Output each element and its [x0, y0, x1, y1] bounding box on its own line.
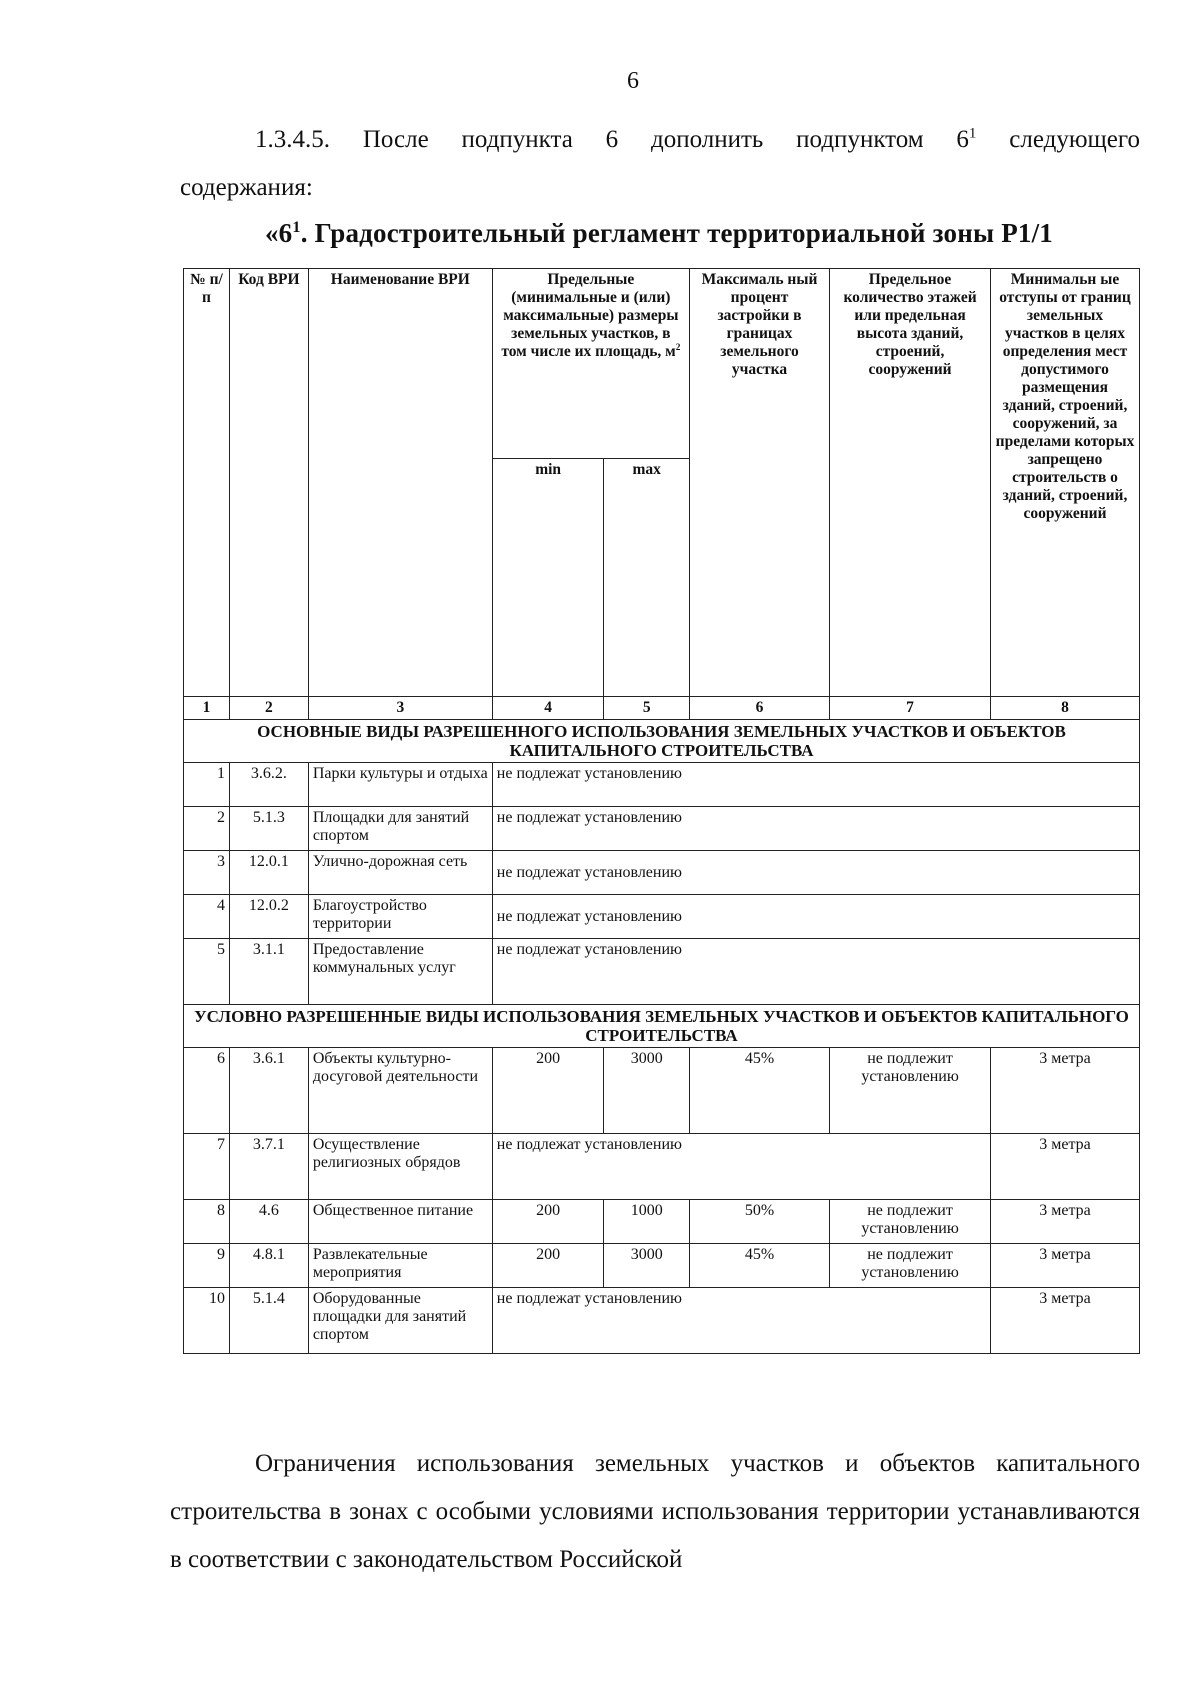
- row-percent: 45%: [689, 1244, 829, 1288]
- row-name: Развлекательные мероприятия: [308, 1244, 492, 1288]
- column-number: 6: [689, 697, 829, 720]
- closing-paragraph: Ограничения использования земельных участков и объектов капитального строительства в зонах с особыми условиями использования территории устанавливаются в соответствии с законодательством Российской: [170, 1450, 1140, 1573]
- table-row: [184, 1200, 1140, 1244]
- row-code: 4.6: [229, 1200, 308, 1244]
- table-row: [184, 895, 1140, 939]
- row-num: 1: [184, 763, 230, 807]
- column-number: 7: [830, 697, 991, 720]
- row-setback: 3 метра: [991, 1288, 1140, 1354]
- row-num: 3: [184, 851, 230, 895]
- row-num: 4: [184, 895, 230, 939]
- header-min: min: [492, 459, 604, 697]
- row-name: Осуществление религиозных обрядов: [308, 1134, 492, 1200]
- page-number: 6: [627, 68, 639, 94]
- row-floors: не подлежит установлению: [830, 1048, 991, 1134]
- row-code: 3.1.1: [229, 939, 308, 1005]
- row-num: 5: [184, 939, 230, 1005]
- row-note: не подлежат установлению: [492, 763, 1139, 807]
- column-number: 2: [229, 697, 308, 720]
- row-name: Улично-дорожная сеть: [308, 851, 492, 895]
- row-setback: 3 метра: [991, 1134, 1140, 1200]
- row-name: Оборудованные площадки для занятий спортом: [308, 1288, 492, 1354]
- row-name: Благоустройство территории: [308, 895, 492, 939]
- table-row: [184, 1048, 1140, 1134]
- row-name: Общественное питание: [308, 1200, 492, 1244]
- intro-line2: содержания:: [180, 174, 313, 201]
- row-min: 200: [492, 1244, 604, 1288]
- row-name: Предоставление коммунальных услуг: [308, 939, 492, 1005]
- row-note: не подлежат установлению: [492, 939, 1139, 1005]
- header-code: Код ВРИ: [229, 269, 308, 697]
- column-number: 8: [991, 697, 1140, 720]
- row-note: не подлежат установлению: [492, 807, 1139, 851]
- table-row: [184, 763, 1140, 807]
- row-note: не подлежат установлению: [492, 895, 1139, 939]
- row-num: 7: [184, 1134, 230, 1200]
- table-row: [184, 939, 1140, 1005]
- row-setback: 3 метра: [991, 1048, 1140, 1134]
- regulation-table: [183, 268, 1140, 1354]
- column-number: 5: [604, 697, 689, 720]
- header-setback: Минимальн ые отступы от границ земельных участков в целях определения мест допустимого размещения зданий, строений, сооружений, за пределами которых запрещено строительств о зданий, строений, сооружений: [991, 269, 1140, 697]
- row-name: Площадки для занятий спортом: [308, 807, 492, 851]
- section-conditional-title: УСЛОВНО РАЗРЕШЕННЫЕ ВИДЫ ИСПОЛЬЗОВАНИЯ ЗЕМЕЛЬНЫХ УЧАСТКОВ И ОБЪЕКТОВ КАПИТАЛЬНОГО СТРОИТЕЛЬСТВА: [184, 1005, 1140, 1048]
- row-code: 3.6.2.: [229, 763, 308, 807]
- section-heading: «$6^1$. Градостроительный регламент территориальной зоны Р1/1: [264, 218, 1054, 248]
- row-min: 200: [492, 1048, 604, 1134]
- row-code: 5.1.3: [229, 807, 308, 851]
- row-percent: 45%: [689, 1048, 829, 1134]
- row-floors: не подлежит установлению: [830, 1200, 991, 1244]
- row-code: 3.7.1: [229, 1134, 308, 1200]
- column-number: 3: [308, 697, 492, 720]
- intro-paragraph: [180, 116, 1140, 212]
- row-num: 8: [184, 1200, 230, 1244]
- row-num: 10: [184, 1288, 230, 1354]
- row-num: 9: [184, 1244, 230, 1288]
- row-code: 4.8.1: [229, 1244, 308, 1288]
- header-size: Предельные (минимальные и (или) максимальные) размеры земельных участков, в том числе их площадь, $м^2$: [492, 269, 689, 459]
- row-floors: не подлежит установлению: [830, 1244, 991, 1288]
- table-row: [184, 1134, 1140, 1200]
- row-note: не подлежат установлению: [492, 1288, 990, 1354]
- column-number: 4: [492, 697, 604, 720]
- row-code: 5.1.4: [229, 1288, 308, 1354]
- row-name: Парки культуры и отдыха: [308, 763, 492, 807]
- row-max: 3000: [604, 1048, 689, 1134]
- header-floors: Предельное количество этажей или предельная высота зданий, строений, сооружений: [830, 269, 991, 697]
- row-note: не подлежат установлению: [492, 851, 1139, 895]
- row-code: 12.0.1: [229, 851, 308, 895]
- row-code: 3.6.1: [229, 1048, 308, 1134]
- table-row: [184, 807, 1140, 851]
- row-setback: 3 метра: [991, 1244, 1140, 1288]
- header-num: № п/ п: [184, 269, 230, 697]
- table-row: [184, 1244, 1140, 1288]
- header-max: max: [604, 459, 689, 697]
- row-max: 3000: [604, 1244, 689, 1288]
- table-row: [184, 1288, 1140, 1354]
- intro-line1: 1.3.4.5. После подпункта 6 дополнить подпунктом $6^1$ следующего: [255, 125, 1140, 153]
- row-note: не подлежат установлению: [492, 1134, 990, 1200]
- header-percent: Максималь ный процент застройки в границах земельного участка: [689, 269, 829, 697]
- row-num: 2: [184, 807, 230, 851]
- row-setback: 3 метра: [991, 1200, 1140, 1244]
- row-max: 1000: [604, 1200, 689, 1244]
- section-main-title: ОСНОВНЫЕ ВИДЫ РАЗРЕШЕННОГО ИСПОЛЬЗОВАНИЯ ЗЕМЕЛЬНЫХ УЧАСТКОВ И ОБЪЕКТОВ КАПИТАЛЬНОГО СТРОИТЕЛЬСТВА: [184, 720, 1140, 763]
- header-name: Наименование ВРИ: [308, 269, 492, 697]
- table-row: [184, 851, 1140, 895]
- row-num: 6: [184, 1048, 230, 1134]
- row-min: 200: [492, 1200, 604, 1244]
- row-name: Объекты культурно-досуговой деятельности: [308, 1048, 492, 1134]
- row-percent: 50%: [689, 1200, 829, 1244]
- row-code: 12.0.2: [229, 895, 308, 939]
- column-number: 1: [184, 697, 230, 720]
